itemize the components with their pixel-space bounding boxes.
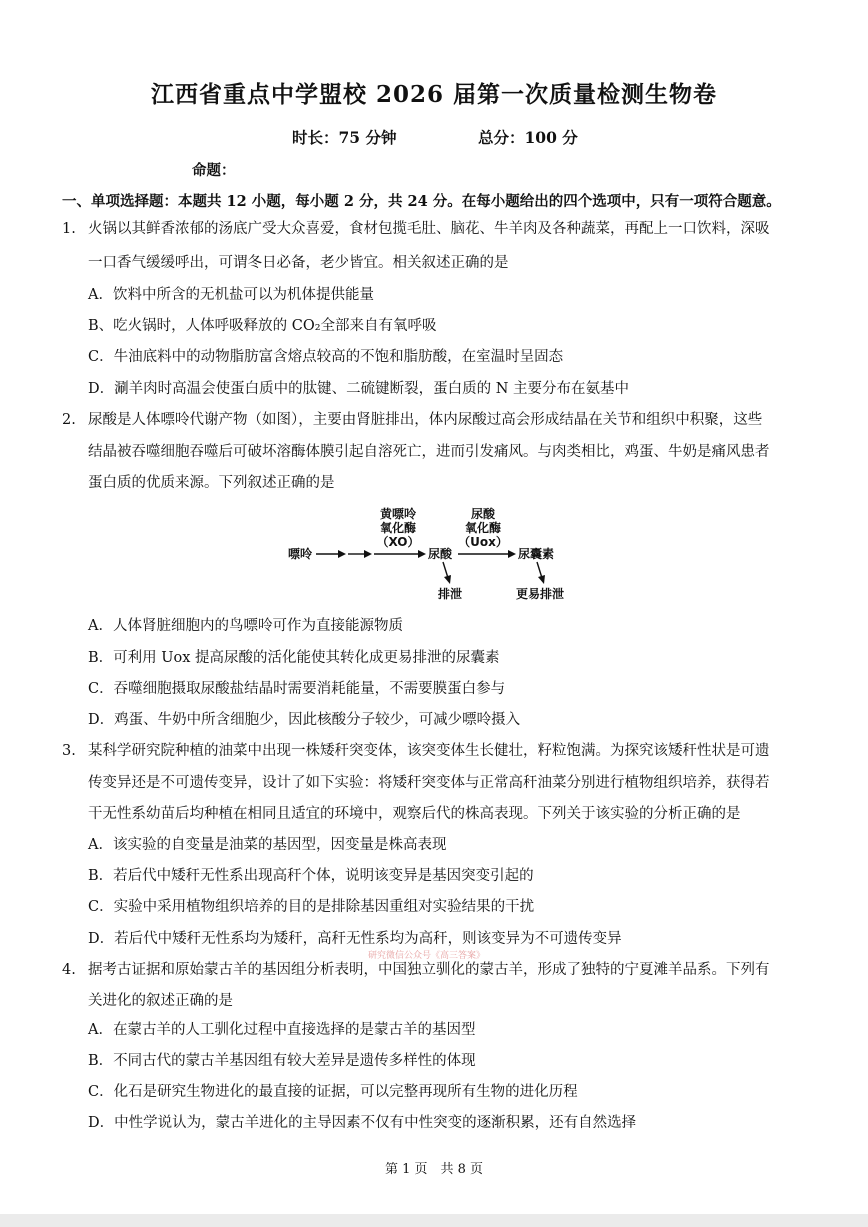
option-b: B．不同古代的蒙古羊基因组有较大差异是遗传多样性的体现: [88, 1053, 476, 1069]
question-number: 4.: [62, 962, 76, 978]
option-a: A．该实验的自变量是油菜的基因型，因变量是株高表现: [88, 837, 447, 853]
page-number: 第 1 页 共 8 页: [384, 1162, 484, 1177]
arrow-head-icon: [538, 575, 545, 584]
exam-title: 江西省重点中学盟校 2026 届第一次质量检测生物卷: [150, 81, 718, 108]
question-text: 蛋白质的优质来源。下列叙述正确的是: [88, 475, 335, 491]
question-text: 干无性系幼苗后均种植在相同且适宜的环境中，观察后代的株高表现。下列关于该实验的分析正确的是: [88, 806, 741, 822]
question-number: 3.: [62, 743, 76, 759]
arrow-line: [537, 562, 542, 578]
question-2: [62, 411, 762, 429]
option-a: A．人体肾脏细胞内的鸟嘌呤可作为直接能源物质: [88, 618, 403, 634]
option-a: A．饮料中所含的无机盐可以为机体提供能量: [88, 287, 374, 303]
question-text: 关进化的叙述正确的是: [88, 993, 233, 1009]
arrow-head-icon: [444, 575, 451, 584]
option-d: D．涮羊肉时高温会使蛋白质中的肽键、二硫键断裂，蛋白质的 N 主要分布在氨基中: [88, 381, 630, 397]
question-4: [62, 961, 770, 979]
question-number: 2.: [62, 412, 76, 428]
option-d: D．鸡蛋、牛奶中所含细胞少，因此核酸分子较少，可减少嘌呤摄入: [88, 712, 521, 728]
option-b: B．可利用 Uox 提高尿酸的活化能使其转化成更易排泄的尿囊素: [88, 650, 500, 666]
excretion-label: 排泄: [438, 587, 463, 601]
question-text: 据考古证据和原始蒙古羊的基因组分析表明，中国独立驯化的蒙古羊，形成了独特的宁夏滩羊品系。下列有: [88, 962, 770, 978]
option-a: A．在蒙古羊的人工驯化过程中直接选择的是蒙古羊的基因型: [88, 1022, 476, 1038]
enzyme-xo-label: 氧化酶: [379, 521, 417, 535]
question-number: 1.: [62, 221, 76, 237]
option-c: C．化石是研究生物进化的最直接的证据，可以完整再现所有生物的进化历程: [88, 1084, 578, 1100]
option-d: D．若后代中矮秆无性系均为矮秆，高秆无性系均为高秆，则该变异为不可遗传变异: [88, 931, 622, 947]
purine-metabolism-diagram: [280, 502, 600, 606]
option-c: C．吞噬细胞摄取尿酸盐结晶时需要消耗能量，不需要膜蛋白参与: [88, 681, 506, 697]
question-text: 某科学研究院种植的油菜中出现一株矮秆突变体，该突变体生长健壮，籽粒饱满。为探究该矮秆性状是可遗: [88, 743, 770, 759]
watermark-text: 研究微信公众号《高三答案》: [368, 951, 486, 961]
easier-excretion-label: 更易排泄: [516, 587, 565, 601]
option-c: C．牛油底料中的动物脂肪富含熔点较高的不饱和脂肪酸，在室温时呈固态: [88, 349, 564, 365]
arrow-head-icon: [508, 550, 516, 558]
exam-duration: 时长：75 分钟: [292, 128, 397, 147]
question-text: 传变异还是不可遗传变异，设计了如下实验：将矮秆突变体与正常高秆油菜分别进行植物组织培养，获得若: [88, 775, 770, 791]
enzyme-uox-label: 氧化酶: [464, 521, 502, 535]
exam-total-score: 总分：100 分: [478, 128, 578, 147]
question-text: 结晶被吞噬细胞吞噬后可破坏溶酶体膜引起自溶死亡，进而引发痛风。与肉类相比，鸡蛋、牛奶是痛风患者: [88, 444, 770, 460]
arrow-head-icon: [364, 550, 372, 558]
enzyme-uox-label: （Uox）: [458, 535, 508, 549]
option-c: C．实验中采用植物组织培养的目的是排除基因重组对实验结果的干扰: [88, 899, 535, 915]
enzyme-xo-label: 黄嘌呤: [379, 507, 417, 521]
enzyme-uox-label: 尿酸: [470, 507, 496, 521]
arrow-head-icon: [338, 550, 346, 558]
arrow-head-icon: [418, 550, 426, 558]
question-text: 一口香气缓缓呼出，可谓冬日必备，老少皆宜。相关叙述正确的是: [88, 255, 509, 271]
uric-acid-node: 尿酸: [428, 547, 453, 561]
option-b: B．若后代中矮秆无性系出现高秆个体，说明该变异是基因突变引起的: [88, 868, 534, 884]
allantoin-node: 尿囊素: [518, 547, 555, 561]
question-1: [62, 220, 770, 238]
option-b: B、吃火锅时，人体呼吸释放的 CO₂全部来自有氧呼吸: [88, 318, 437, 334]
option-d: D．中性学说认为，蒙古羊进化的主导因素不仅有中性突变的逐渐积累，还有自然选择: [88, 1115, 637, 1131]
exam-author: 命题：: [192, 162, 236, 179]
section-heading: 一、单项选择题：本题共 12 小题，每小题 2 分，共 24 分。在每小题给出的四个选项中，只有一项符合题意。: [62, 193, 781, 210]
scan-edge: [0, 1214, 868, 1227]
purine-node: 嘌呤: [288, 547, 313, 561]
question-text: 尿酸是人体嘌呤代谢产物（如图），主要由肾脏排出，体内尿酸过高会形成结晶在关节和组织中积聚，这些: [88, 412, 763, 428]
question-3: [62, 742, 770, 760]
question-text: 火锅以其鲜香浓郁的汤底广受大众喜爱，食材包揽毛肚、脑花、牛羊肉及各种蔬菜，再配上一口饮料，深吸: [88, 221, 770, 237]
arrow-line: [443, 562, 448, 578]
enzyme-xo-label: （XO）: [376, 535, 420, 549]
